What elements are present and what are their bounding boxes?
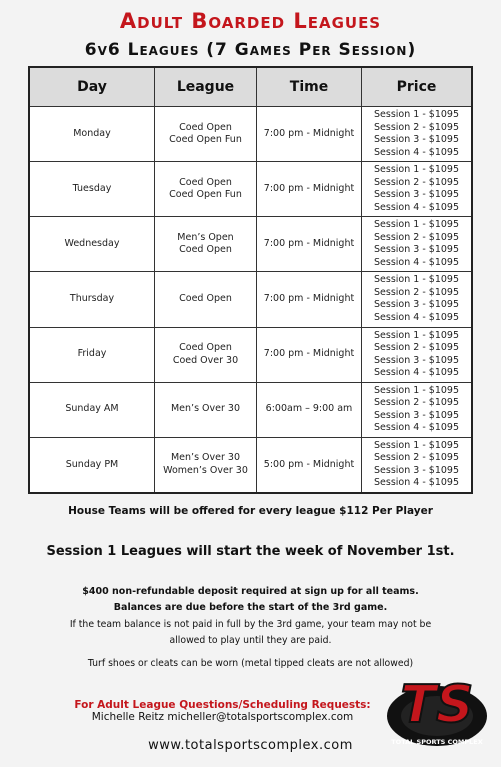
day-label: Wednesday	[64, 238, 120, 250]
price-cell	[362, 327, 473, 382]
price-line: Session 2 - $1095	[374, 342, 459, 354]
balance-warning-line-2: allowed to play until they are paid.	[169, 635, 332, 646]
league-name: Coed Open Fun	[169, 134, 242, 146]
logo-ring-text: TOTAL SPORTS COMPLEX	[391, 738, 483, 746]
price-line: Session 1 - $1095	[374, 219, 459, 231]
time-cell	[257, 382, 362, 437]
day-cell	[29, 327, 155, 382]
price-line: Session 2 - $1095	[374, 176, 459, 188]
league-name: Women’s Over 30	[163, 464, 248, 476]
league-name: Coed Open Fun	[169, 189, 242, 201]
day-label: Monday	[73, 127, 111, 139]
time-cell	[257, 437, 362, 493]
league-cell	[155, 162, 257, 217]
day-cell	[29, 437, 155, 493]
price-line: Session 3 - $1095	[374, 354, 459, 366]
price-cell	[362, 162, 473, 217]
table-row	[29, 162, 472, 217]
league-name: Coed Open	[179, 176, 232, 188]
day-label: Friday	[77, 348, 107, 360]
header-day: Day	[29, 67, 155, 107]
price-line: Session 4 - $1095	[374, 311, 459, 323]
logo-letters: TS	[400, 675, 474, 735]
league-cell	[155, 437, 257, 493]
day-cell	[29, 162, 155, 217]
time-label: 7:00 pm - Midnight	[263, 182, 355, 194]
price-cell	[362, 437, 473, 493]
table-row	[29, 107, 472, 162]
price-line: Session 4 - $1095	[374, 256, 459, 268]
schedule-table	[28, 66, 473, 494]
league-name: Men’s Open	[177, 231, 234, 243]
price-line: Session 1 - $1095	[374, 274, 459, 286]
league-name: Men’s Over 30	[170, 452, 240, 464]
time-cell	[257, 272, 362, 327]
table-row	[29, 327, 472, 382]
day-cell	[29, 272, 155, 327]
time-label: 7:00 pm - Midnight	[263, 293, 355, 305]
session-start-note: Session 1 Leagues will start the week of November 1st.	[46, 544, 455, 559]
questions-heading: For Adult League Questions/Scheduling Requests:	[74, 699, 371, 711]
page-title: Adult Boarded Leagues	[119, 9, 382, 33]
price-line: Session 2 - $1095	[374, 397, 459, 409]
balances-note: Balances are due before the start of the 3rd game.	[113, 602, 388, 613]
price-line: Session 2 - $1095	[374, 286, 459, 298]
price-line: Session 3 - $1095	[374, 244, 459, 256]
header-league: League	[155, 67, 257, 107]
total-sports-complex-logo	[382, 664, 492, 752]
table-row	[29, 382, 472, 437]
price-cell	[362, 272, 473, 327]
time-cell	[257, 327, 362, 382]
day-label: Thursday	[69, 293, 115, 305]
league-name: Coed Open	[179, 121, 232, 133]
price-line: Session 1 - $1095	[374, 384, 459, 396]
price-line: Session 2 - $1095	[374, 452, 459, 464]
league-cell	[155, 327, 257, 382]
price-line: Session 4 - $1095	[374, 422, 459, 434]
league-name: Coed Open	[179, 244, 232, 256]
price-line: Session 1 - $1095	[374, 109, 459, 121]
time-cell	[257, 217, 362, 272]
table-row	[29, 437, 472, 493]
league-name: Coed Over 30	[172, 354, 239, 366]
league-cell	[155, 217, 257, 272]
time-label: 6:00am – 9:00 am	[265, 403, 353, 415]
price-line: Session 4 - $1095	[374, 477, 459, 489]
table-row	[29, 217, 472, 272]
balance-warning-line-1: If the team balance is not paid in full by the 3rd game, your team may not be	[69, 619, 432, 630]
turf-note: Turf shoes or cleats can be worn (metal tipped cleats are not allowed)	[87, 658, 414, 669]
day-cell	[29, 217, 155, 272]
price-cell	[362, 382, 473, 437]
league-cell	[155, 382, 257, 437]
day-label: Sunday PM	[65, 458, 119, 470]
price-line: Session 4 - $1095	[374, 201, 459, 213]
header-time: Time	[257, 67, 362, 107]
page-subtitle: 6v6 Leagues (7 Games Per Session)	[84, 40, 417, 60]
price-line: Session 2 - $1095	[374, 231, 459, 243]
day-cell	[29, 382, 155, 437]
time-cell	[257, 162, 362, 217]
time-label: 7:00 pm - Midnight	[263, 127, 355, 139]
price-line: Session 3 - $1095	[374, 299, 459, 311]
price-line: Session 2 - $1095	[374, 121, 459, 133]
price-line: Session 1 - $1095	[374, 164, 459, 176]
price-line: Session 3 - $1095	[374, 134, 459, 146]
price-line: Session 1 - $1095	[374, 439, 459, 451]
table-row	[29, 272, 472, 327]
time-label: 5:00 pm - Midnight	[263, 458, 355, 470]
day-label: Sunday AM	[65, 403, 119, 415]
league-cell	[155, 272, 257, 327]
house-teams-note: House Teams will be offered for every league $112 Per Player	[68, 505, 433, 517]
deposit-note: $400 non-refundable deposit required at sign up for all teams.	[82, 586, 419, 597]
time-cell	[257, 107, 362, 162]
schedule-body	[29, 107, 472, 494]
price-cell	[362, 107, 473, 162]
time-label: 7:00 pm - Midnight	[263, 238, 355, 250]
contact-info[interactable]: Michelle Reitz micheller@totalsportscomplex.com	[91, 711, 354, 723]
price-line: Session 4 - $1095	[374, 367, 459, 379]
price-cell	[362, 217, 473, 272]
league-cell	[155, 107, 257, 162]
league-name: Men’s Over 30	[170, 403, 240, 415]
day-cell	[29, 107, 155, 162]
price-line: Session 3 - $1095	[374, 464, 459, 476]
header-price: Price	[362, 67, 473, 107]
time-label: 7:00 pm - Midnight	[263, 348, 355, 360]
league-name: Coed Open	[179, 342, 232, 354]
price-line: Session 4 - $1095	[374, 146, 459, 158]
website-link[interactable]: www.totalsportscomplex.com	[148, 738, 353, 753]
price-line: Session 3 - $1095	[374, 189, 459, 201]
price-line: Session 3 - $1095	[374, 409, 459, 421]
price-line: Session 1 - $1095	[374, 329, 459, 341]
league-name: Coed Open	[179, 293, 232, 305]
table-header-row	[29, 67, 472, 107]
day-label: Tuesday	[72, 182, 112, 194]
